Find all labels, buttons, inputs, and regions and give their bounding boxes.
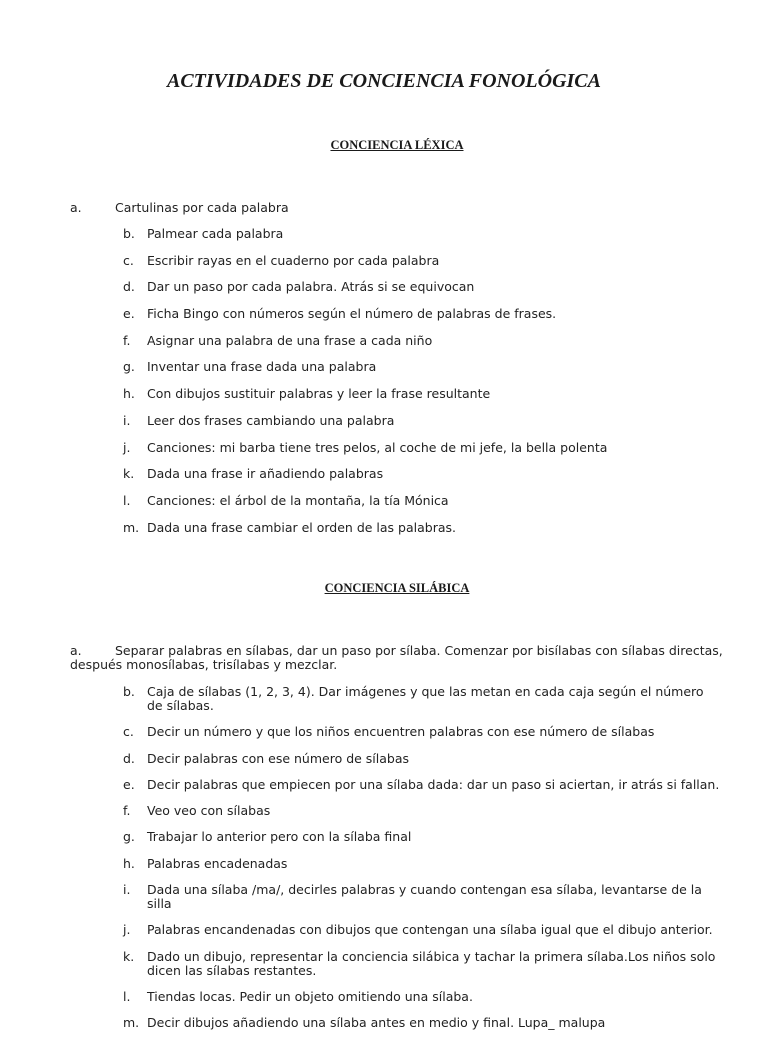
list-item-letter: e. bbox=[123, 776, 135, 792]
list-item-text: Asignar una palabra de una frase a cada niño bbox=[147, 332, 433, 348]
list-item bbox=[123, 752, 723, 766]
list-item-letter: b. bbox=[123, 684, 135, 699]
list-item bbox=[123, 990, 723, 1004]
list-item-text: Dada una sílaba /ma/, decirles palabras y cuando contengan esa sílaba, levantarse de la silla bbox=[147, 882, 702, 912]
list-item bbox=[123, 334, 723, 348]
list-item bbox=[123, 467, 723, 481]
list-item-letter: b. bbox=[123, 226, 135, 241]
list-item bbox=[123, 1016, 723, 1030]
list-item-letter: k. bbox=[123, 466, 135, 482]
list-item-text: Trabajar lo anterior pero con la sílaba final bbox=[147, 829, 412, 845]
list-item-text: Decir palabras con ese número de sílabas bbox=[147, 750, 410, 766]
list-item bbox=[123, 307, 723, 321]
list-item bbox=[123, 778, 723, 792]
list-item-letter: a. bbox=[70, 643, 82, 658]
list-item-text: Veo veo con sílabas bbox=[147, 803, 271, 819]
list-item bbox=[123, 883, 723, 911]
list-item-letter: g. bbox=[123, 359, 135, 375]
list-item bbox=[70, 201, 750, 215]
list-item bbox=[123, 254, 723, 268]
list-item-text: Palabras encandenadas con dibujos que contengan una sílaba igual que el dibujo anterior. bbox=[147, 922, 713, 938]
list-item-text: Decir palabras que empiecen por una sílaba dada: dar un paso si aciertan, ir atrás si fallan. bbox=[147, 776, 720, 792]
document-title: ACTIVIDADES DE CONCIENCIA FONOLÓGICA bbox=[166, 70, 601, 92]
list-item-letter: d. bbox=[123, 750, 135, 766]
list-item bbox=[123, 521, 723, 535]
list-item-text: Palmear cada palabra bbox=[147, 226, 284, 241]
list-item bbox=[70, 644, 750, 672]
list-item-letter: m. bbox=[123, 1015, 140, 1031]
list-item-letter: e. bbox=[123, 306, 135, 322]
list-item-text: Inventar una frase dada una palabra bbox=[147, 359, 377, 375]
list-item-text: Dado un dibujo, representar la conciencia silábica y tachar la primera sílaba.Los niños solo dicen las sílabas restantes. bbox=[147, 948, 716, 978]
list-item-letter: h. bbox=[123, 855, 135, 871]
list-item-letter: l. bbox=[123, 492, 131, 508]
list-item bbox=[123, 725, 723, 739]
silabica-activity-list bbox=[123, 685, 723, 1043]
list-item-letter: i. bbox=[123, 882, 131, 898]
list-item bbox=[123, 857, 723, 871]
list-item bbox=[123, 923, 723, 937]
list-item-text: Canciones: el árbol de la montaña, la tía Mónica bbox=[147, 492, 449, 508]
list-item-letter: k. bbox=[123, 948, 135, 964]
list-item bbox=[123, 387, 723, 401]
list-item bbox=[123, 494, 723, 508]
list-item-text: Cartulinas por cada palabra bbox=[115, 200, 289, 215]
list-item bbox=[123, 360, 723, 374]
list-item-letter: l. bbox=[123, 988, 131, 1004]
list-item-letter: d. bbox=[123, 279, 135, 295]
list-item-text: Decir dibujos añadiendo una sílaba antes en medio y final. Lupa_ malupa bbox=[147, 1015, 606, 1031]
list-item-letter: f. bbox=[123, 803, 131, 819]
list-item-text: Decir un número y que los niños encuentren palabras con ese número de sílabas bbox=[147, 724, 655, 740]
list-item-text: Con dibujos sustituir palabras y leer la frase resultante bbox=[147, 386, 491, 402]
list-item-text: Tiendas locas. Pedir un objeto omitiendo una sílaba. bbox=[147, 988, 473, 1004]
list-item-letter: j. bbox=[123, 922, 131, 938]
list-item-text: Ficha Bingo con números según el número de palabras de frases. bbox=[147, 306, 557, 322]
list-item-text: Escribir rayas en el cuaderno por cada palabra bbox=[147, 252, 440, 268]
list-item-letter: f. bbox=[123, 332, 131, 348]
list-item-text: Dada una frase cambiar el orden de las palabras. bbox=[147, 519, 456, 535]
list-item-letter: g. bbox=[123, 829, 135, 845]
list-item-text: Separar palabras en sílabas, dar un paso por sílaba. Comenzar por bisílabas con sílabas directas, después monosílabas, trisílabas y mezclar. bbox=[70, 643, 723, 672]
list-item-text: Caja de sílabas (1, 2, 3, 4). Dar imágenes y que las metan en cada caja según el número de sílabas. bbox=[147, 684, 704, 713]
list-item bbox=[123, 830, 723, 844]
list-item-text: Canciones: mi barba tiene tres pelos, al coche de mi jefe, la bella polenta bbox=[147, 439, 608, 455]
list-item-text: Dar un paso por cada palabra. Atrás si se equivocan bbox=[147, 279, 475, 295]
list-item-letter: c. bbox=[123, 252, 134, 268]
list-item-letter: h. bbox=[123, 386, 135, 402]
list-item bbox=[123, 280, 723, 294]
list-item bbox=[123, 950, 723, 978]
list-item-letter: m. bbox=[123, 519, 140, 535]
list-item bbox=[123, 414, 723, 428]
list-item-text: Leer dos frases cambiando una palabra bbox=[147, 412, 395, 428]
list-item bbox=[123, 227, 723, 241]
list-item-letter: i. bbox=[123, 412, 131, 428]
list-item-letter: a. bbox=[70, 200, 82, 215]
list-item-letter: j. bbox=[123, 439, 131, 455]
list-item bbox=[123, 804, 723, 818]
section-heading-silabica: CONCIENCIA SILÁBICA bbox=[324, 581, 470, 595]
list-item bbox=[123, 685, 723, 713]
list-item-letter: c. bbox=[123, 724, 134, 740]
section-heading-lexica: CONCIENCIA LÉXICA bbox=[330, 138, 464, 152]
lexica-activity-list bbox=[123, 227, 723, 547]
list-item-text: Palabras encadenadas bbox=[147, 855, 288, 871]
list-item-text: Dada una frase ir añadiendo palabras bbox=[147, 466, 384, 482]
list-item bbox=[123, 441, 723, 455]
